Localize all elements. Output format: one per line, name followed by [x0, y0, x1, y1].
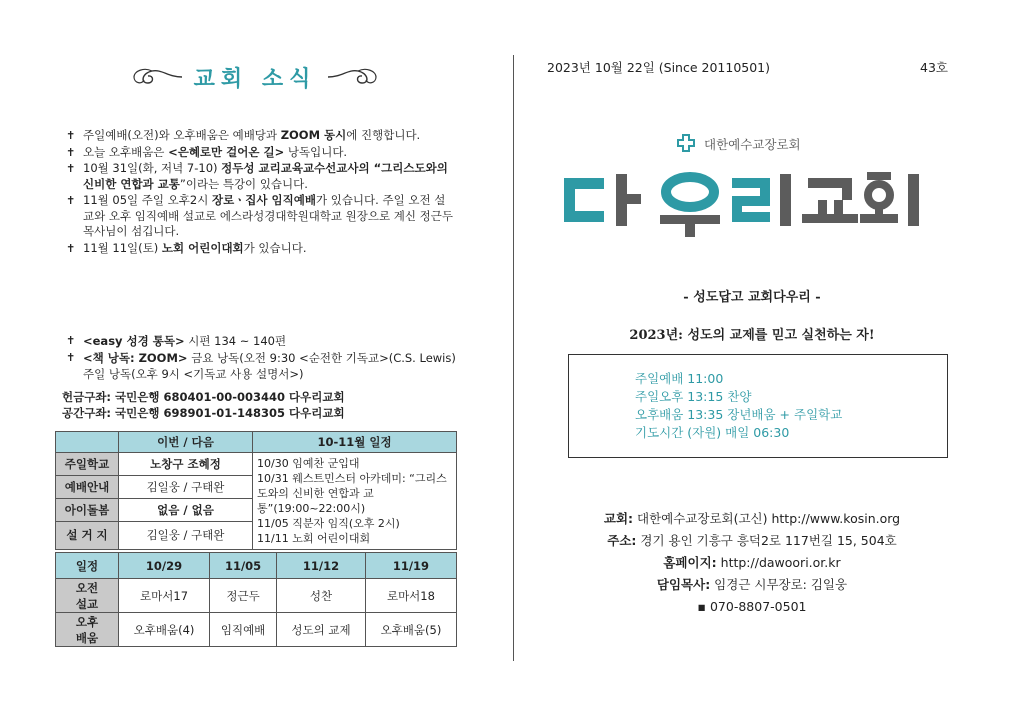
duty-row-label: 설 거 지 [56, 521, 119, 549]
sermon-header-label: 일정 [56, 553, 119, 579]
sermon-cell: 성도의 교제 [277, 613, 366, 647]
duty-row-label: 주일학교 [56, 453, 119, 476]
schedule-line: 10/31 웨스트민스터 아카데미: “그리스도와의 신비한 연합과 교통”(19:00~22:00시) [257, 472, 447, 515]
schedule-line: 10/30 임예찬 군입대 [257, 457, 360, 470]
news-item-text: 11월 11일(토) [83, 240, 162, 255]
flourish-left-icon [130, 65, 185, 89]
cross-bullet-icon: ✝ [66, 129, 76, 142]
church-logo [562, 168, 942, 252]
denomination-text: 대한예수교장로회 [704, 137, 801, 152]
church-motto: - 성도답고 교회다우리 - [683, 290, 821, 305]
flourish-right-icon [325, 65, 380, 89]
schedule-line: 11/05 직분자 임직(오후 2시) [257, 517, 400, 530]
news-item-text: 시편 134 ~ 140편 [184, 334, 287, 348]
news-title-text: 교회 소식 [193, 66, 317, 92]
worship-time-item: 기도시간 (자원) 매일 06:30 [635, 425, 790, 440]
news-item [66, 241, 456, 257]
duty-row-label: 예배안내 [56, 475, 119, 498]
sermon-row-label [56, 613, 119, 647]
account-info [62, 389, 452, 421]
phone-number: 070-8807-0501 [706, 599, 807, 614]
duty-row-label: 아이돌봄 [56, 498, 119, 521]
schedule-line: 11/11 노회 어린이대회 [257, 532, 371, 545]
duty-row-value: 김일웅 / 구태완 [119, 521, 253, 549]
duty-header-schedule: 10-11월 일정 [253, 432, 457, 453]
address-info-line [560, 530, 944, 552]
news-item-text: <은혜로만 걸어온 길> [168, 144, 285, 159]
duty-table [55, 431, 457, 550]
news-item-text: 노회 어린이대회 [161, 240, 244, 255]
news-item-text: ZOOM 동시 [280, 128, 347, 142]
phone-info-line [560, 596, 944, 618]
year-motto: 2023년: 성도의 교제를 믿고 실천하는 자! [629, 328, 875, 343]
news-title [130, 62, 380, 94]
news-item-text: <easy 성경 통독> [83, 334, 185, 348]
worship-schedule-list [635, 370, 842, 442]
news-item-text: 정두성 교리교육교수선교사의 “그리스도와의 신비한 연합과 교통 [83, 161, 448, 191]
news-item [66, 145, 456, 161]
reading-list [66, 333, 456, 383]
offering-account: 헌금구좌: 국민은행 680401-00-003440 다우리교회 [62, 390, 345, 404]
worship-time-item: 주일오후 13:15 찬양 [635, 389, 752, 404]
news-item-text: <책 낭독: ZOOM> [83, 351, 188, 365]
sermon-header-date: 11/12 [277, 553, 366, 579]
duty-header-mid: 이번 / 다음 [119, 432, 253, 453]
page-divider [513, 55, 514, 661]
cross-bullet-icon: ✝ [66, 194, 76, 207]
duty-row-value: 김일웅 / 구태완 [119, 475, 253, 498]
duty-header-blank [56, 432, 119, 453]
sermon-header-date: 10/29 [119, 553, 210, 579]
news-item-text: 가 있습니다. 주일 오전 설교와 오후 임직예배 설교로 에스라성경대학원대학교 원장으로 계신 정근두 목사님이 섬깁니다. [83, 193, 453, 238]
worship-time-item: 오후배움 13:35 장년배움 + 주일학교 [635, 407, 843, 422]
news-item-text: 10월 31일(화, 저녁 7-10) [83, 161, 222, 175]
space-account: 공간구좌: 국민은행 698901-01-148305 다우리교회 [62, 406, 345, 420]
sermon-row-label [56, 579, 119, 613]
church-info-key: 교회: [603, 511, 634, 526]
cross-bullet-icon: ✝ [66, 241, 76, 255]
news-list [66, 128, 456, 257]
worship-time-item: 주일예배 11:00 [635, 371, 724, 386]
news-item [66, 161, 456, 192]
sermon-cell: 로마서17 [119, 579, 210, 613]
sermon-row-label-text: 오후 배움 [75, 614, 99, 645]
sermon-cell: 오후배움(5) [365, 613, 456, 647]
news-item [66, 350, 456, 382]
news-item [66, 193, 456, 240]
homepage-info-key: 홈페이지: [663, 555, 717, 570]
pastor-info-line [560, 574, 944, 596]
worship-schedule-box [568, 354, 948, 458]
sermon-header-date: 11/05 [210, 553, 277, 579]
news-item [66, 333, 456, 349]
cross-bullet-icon: ✝ [66, 162, 76, 175]
monthly-schedule [253, 453, 457, 550]
sermon-cell: 임직예배 [210, 613, 277, 647]
news-item-text: 장로ㆍ집사 임직예배 [211, 193, 316, 207]
sermon-row-label-text: 오전 설교 [75, 580, 99, 611]
address-info-key: 주소: [607, 533, 637, 548]
sermon-table [55, 552, 457, 647]
sermon-cell: 정근두 [210, 579, 277, 613]
cross-bullet-icon: ✝ [66, 334, 76, 347]
church-info [560, 508, 944, 618]
homepage-link[interactable]: http://dawoori.or.kr [716, 555, 841, 570]
sermon-cell: 오후배움(4) [119, 613, 210, 647]
news-item-text: 오늘 오후배움은 [83, 144, 169, 159]
duty-row-value: 노창구 조혜정 [119, 453, 253, 476]
sermon-cell: 성찬 [277, 579, 366, 613]
news-item-text: 금요 낭독(오전 9:30 <순전한 기독교>(C.S. Lewis) 주일 낭독(오후 9시 <기독교 사용 설명서>) [83, 351, 456, 381]
news-item-text: 11월 05일 주일 오후2시 [83, 193, 212, 207]
bulletin-date: 2023년 10월 22일 (Since 20110501) [547, 60, 771, 75]
cross-bullet-icon: ✝ [66, 351, 76, 364]
issue-number: 43호 [920, 60, 948, 75]
duty-row-value: 없음 / 없음 [119, 498, 253, 521]
news-item-text: 낭독입니다. [284, 144, 348, 159]
church-info-line [560, 508, 944, 530]
news-item-text: 가 있습니다. [243, 240, 307, 255]
news-item [66, 128, 456, 144]
news-item-text: 에 진행합니다. [346, 128, 421, 142]
church-name-logo-icon [562, 168, 942, 248]
phone-bullet-icon: ▪ [697, 599, 706, 614]
church-info-value: 대한예수교장로회(고신) http://www.kosin.org [633, 511, 901, 526]
news-item-text: ”이라는 특강이 있습니다. [179, 176, 308, 191]
pastor-info-value: 임경근 시무장로: 김일웅 [710, 577, 848, 592]
sermon-cell: 로마서18 [365, 579, 456, 613]
news-item-text: 주일예배(오전)와 오후배움은 예배당과 [83, 128, 281, 142]
homepage-info-line [560, 552, 944, 574]
cross-logo-icon [676, 133, 696, 153]
address-info-value: 경기 용인 기흥구 흥덕2로 117번길 15, 504호 [636, 533, 897, 548]
pastor-info-key: 담임목사: [656, 577, 711, 592]
sermon-header-date: 11/19 [365, 553, 456, 579]
cross-bullet-icon: ✝ [66, 145, 76, 159]
